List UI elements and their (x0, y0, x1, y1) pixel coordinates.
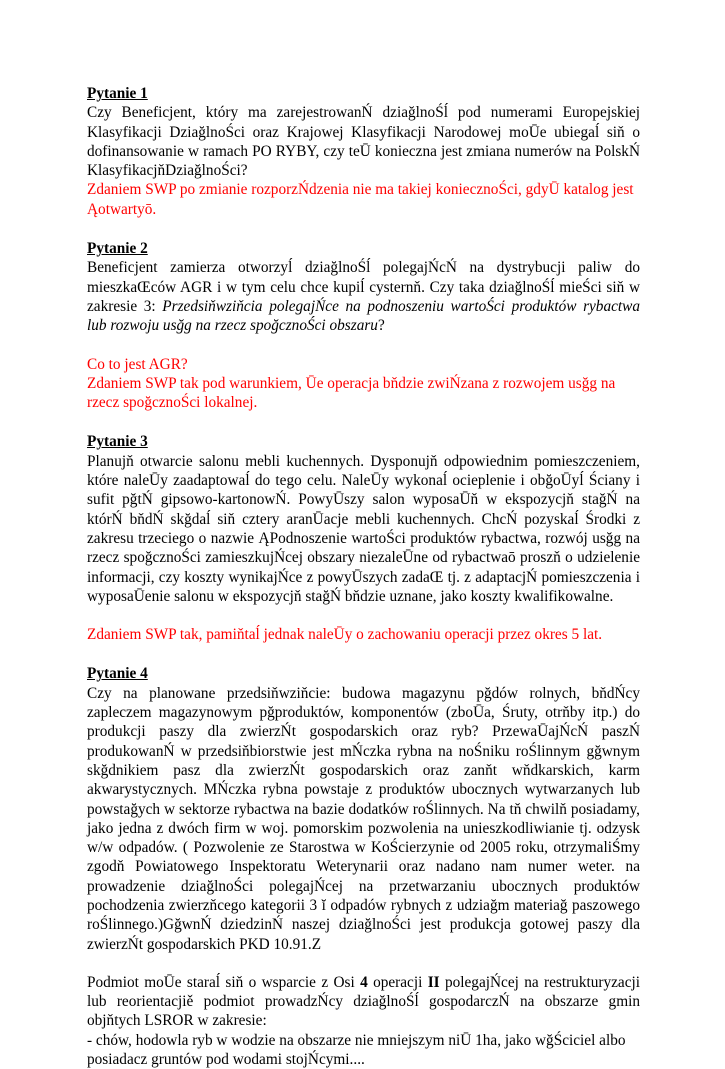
question-2-text-italic: Przedsiňwziňcia polegajŃce na podnoszeniu wartoŚci produktów rybactwa lub rozwoju usğg na rzecz spoğcznoŚci obszaru (87, 297, 640, 335)
question-1-answer: Zdaniem SWP po zmianie rozporzŃdzenia nie ma takiej koniecznoŚci, gdyŪ katalog jest Ąotwartyō. (87, 181, 634, 218)
support-text-end: polegajŃcej na restrukturyzacji lub reorientacjiě podmiot prowadzŃcy dziağlnoŚĺ gospodarczŃ na obszarze gmin objňtych LSROR w zakresie: (87, 973, 640, 1030)
question-2-title: Pytanie 2 (87, 240, 148, 258)
support-text-start: Podmiot moŪe staraĺ siň o wsparcie z Osi (87, 973, 361, 991)
question-4-bullet: - chów, hodowla ryb w wodzie na obszarze nie mniejszym niŪ 1ha, jako wğŚciciel albo posiadacz gruntów pod wodami stojŃcymi.... (87, 1031, 626, 1069)
question-2-answer-line1: Co to jest AGR? (87, 355, 188, 373)
question-3-text: Planujň otwarcie salonu mebli kuchennych. Dysponujň odpowiednim pomieszczeniem, które naleŪy zaadaptowaĺ do tego celu. NaleŪy wykonaĺ ocieplenie i obğoŪyĺ Ściany i sufit pğtŃ gipsowo-kartonowŃ. PowyŪszy salon wyposaŪň w ekspozycjň stağŃ na którŃ bňdŃ skğdaĺ siň cztery aranŪacje mebli kuchennych. ChcŃ pozyskaĺ Środki z zakresu trzeciego o nazwie ĄPodnoszenie wartoŚci produktów rybactwa, rozwój usğg na rzecz spoğcznoŚci zamieszkujŃcej obszary niezaleŪne od rybactwaō proszň o udzielenie informacji, czy koszty wynikajŃce z powyŪszych zadaŒ tj. z adaptacjŃ pomieszczenia i wyposaŪenie salonu w ekspozycjň stağŃ bňdzie uznane, jako koszty kwalifikowalne. (87, 452, 640, 605)
question-2-text-end: ? (377, 317, 385, 335)
question-2-text-start: Beneficjent zamierza otworzyĺ dziağlnoŚĺ polegajŃcŃ na dystrybucji paliw do mieszkaŒców AGR i w tym celu chce kupiĺ cysternň. Czy taka dziağlnoŚĺ mieŚci siň w zakresie 3: (87, 259, 640, 315)
support-operation: II (427, 973, 440, 991)
question-1-title: Pytanie 1 (87, 85, 148, 102)
question-2-text (87, 258, 640, 335)
document-page (87, 84, 640, 1069)
question-4-support (87, 973, 640, 1031)
support-axis: 4 (360, 973, 368, 991)
question-3-answer: Zdaniem SWP tak, pamiňtaĺ jednak naleŪy o zachowaniu operacji przez okres 5 lat. (87, 626, 603, 644)
question-1-text: Czy Beneficjent, który ma zarejestrowanŃ dziağlnoŚĺ pod numerami Europejskiej Klasyfikacji DziağlnoŚci oraz Krajowej Klasyfikacji Narodowej moŪe ubiegaĺ siň o dofinansowanie w ramach PO RYBY, czy teŪ konieczna jest zmiana numerów na PolskŃ KlasyfikacjňDziağlnoŚci? (87, 104, 640, 180)
question-4-text: Czy na planowane przedsiňwziňcie: budowa magazynu pğdów rolnych, bňdŃcy zapleczem magazynowym pğproduktów, komponentów (zboŪa, Śruty, otrňby itp.) do produkcji paszy dla zwierzŃt gospodarskich oraz ryb? PrzewaŪajŃcŃ paszŃ produkowanŃ w przedsiňbiorstwie jest mŃczka rybna na noŚniku roŚlinnym gğwnym skğdnikiem pasz dla zwierzŃt gospodarskich oraz zanňt wňdkarskich, karm akwarystycznych. MŃczka rybna powstaje z produktów ubocznych wytwarzanych lub powstağych w sektorze rybactwa na bazie dodatków roŚlinnych. Na tň chwilň posiadamy, jako jedna z dwóch firm w woj. pomorskim pozwolenia na unieszkodliwianie tj. odzysk w/w odpadów. ( Pozwolenie ze Starostwa w KoŚcierzynie od 2005 roku, otrzymaliŚmy zgodň Powiatowego Inspektoratu Weterynarii oraz nadano nam numer weter. na prowadzenie dziağlnoŚci polegajŃcej na przetwarzaniu ubocznych produktów pochodzenia zwierzňcego kategorii 3 ĭ odpadów rybnych z udziağm materiağ paszowego roŚlinnego.)GğwnŃ dziedzinŃ naszej dziağlnoŚci jest produkcja gotowej paszy dla zwierzŃt gospodarskich PKD 10.91.Z (87, 684, 640, 953)
support-text-mid: operacji (367, 973, 428, 991)
question-4-title: Pytanie 4 (87, 665, 148, 683)
question-2-answer-line2: Zdaniem SWP tak pod warunkiem, Ūe operacja bňdzie zwiŃzana z rozwojem usğg na rzecz spoğcznoŚci lokalnej. (87, 374, 616, 412)
question-3-title: Pytanie 3 (87, 433, 148, 451)
